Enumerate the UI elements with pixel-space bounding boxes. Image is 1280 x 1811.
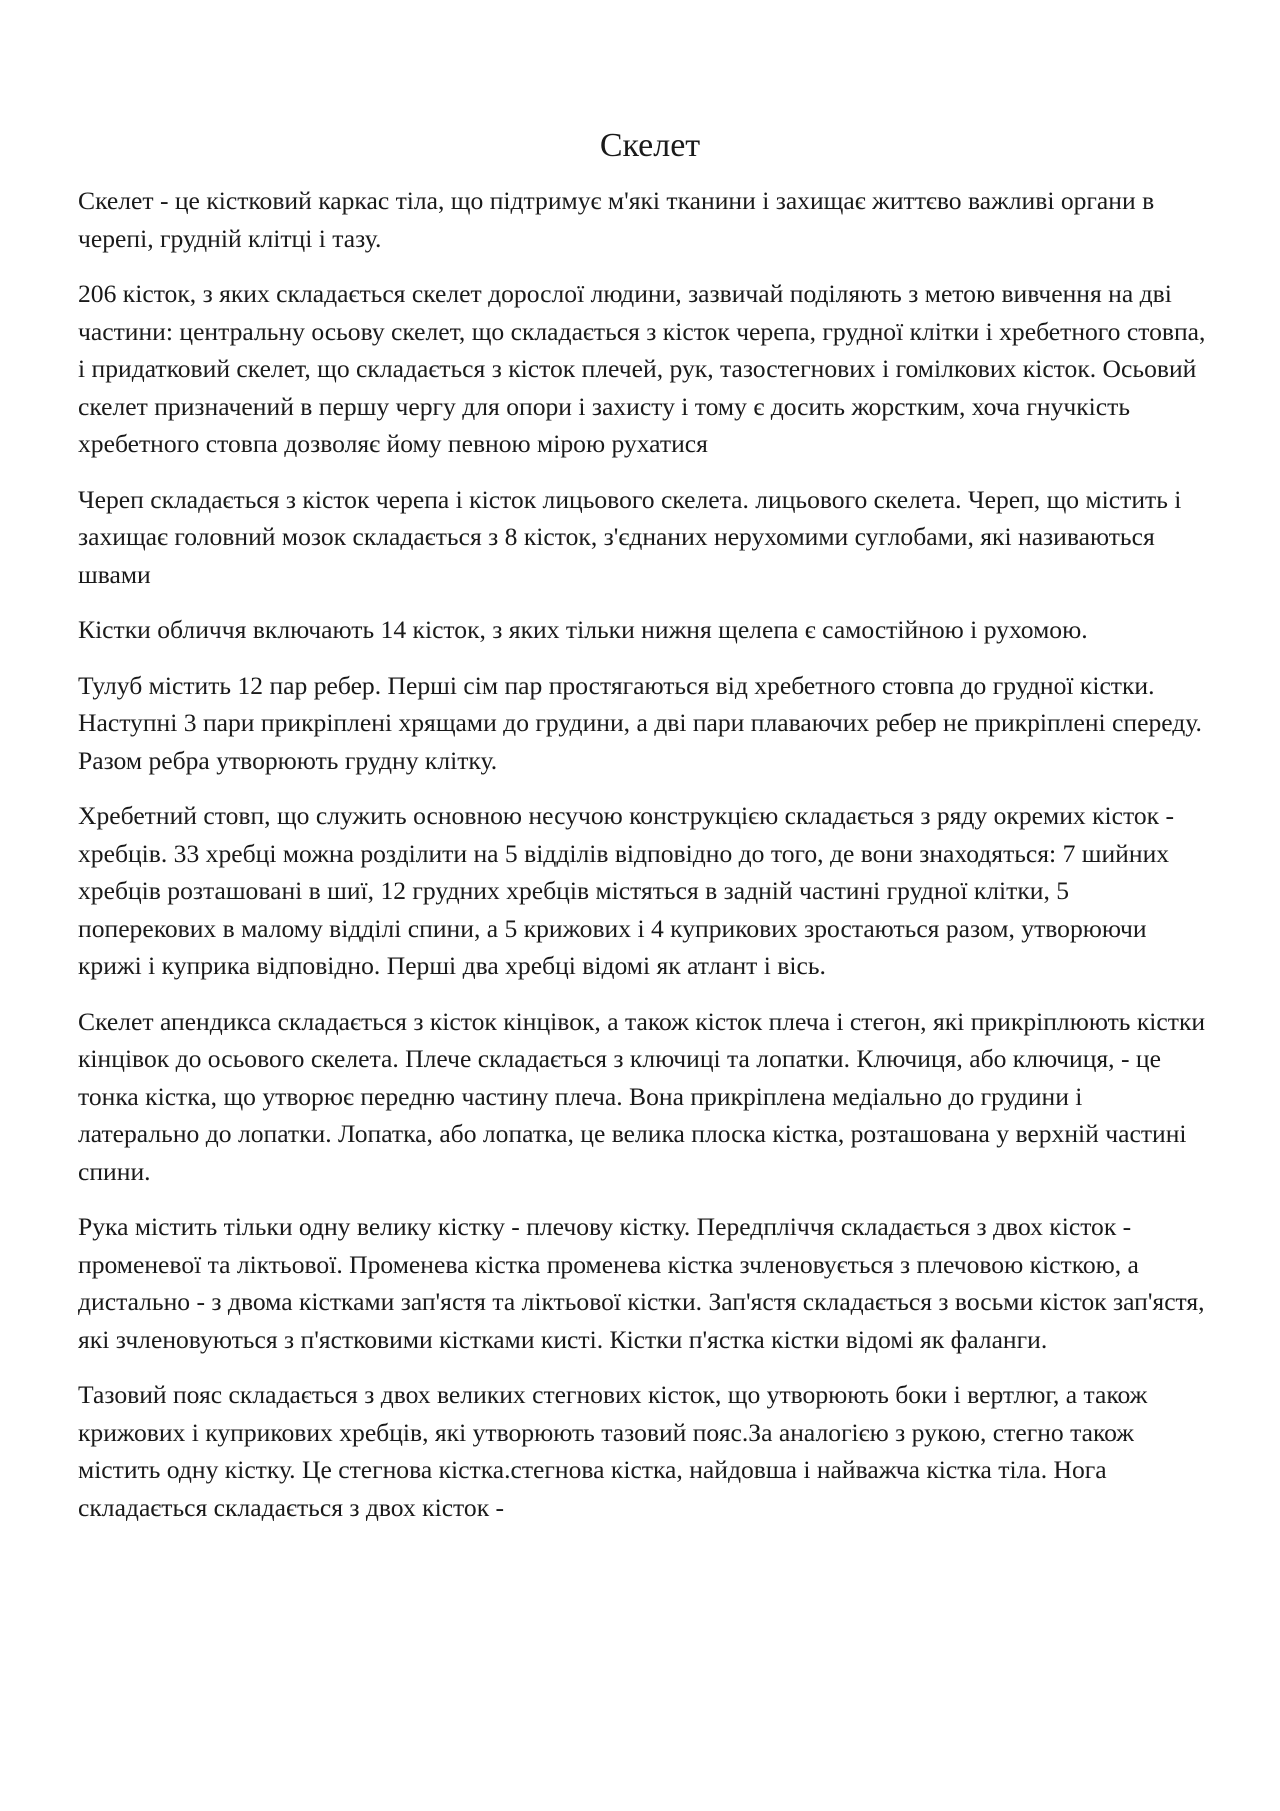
paragraph-spine: Хребетний стовп, що служить основною несучою конструкцією складається з ряду окремих кісток - хребців. 33 хребці можна розділити на 5 відділів відповідно до того, де вони знаходяться: 7 шийних хребців розташовані в шиї, 12 грудних хребців містяться в задній частині грудної клітки, 5 поперекових в малому відділі спини, а 5 крижових і 4 куприкових зростаються разом, утворюючи крижі і куприка відповідно. Перші два хребці відомі як атлант і вісь. xyxy=(78,801,1174,980)
document-page xyxy=(78,0,1208,1544)
document-title: Скелет xyxy=(599,127,701,164)
paragraph-skull: Череп складається з кісток черепа і кісток лицьового скелета. лицьового скелета. Череп, що містить і захищає головний мозок складається з 8 кісток, з'єднаних нерухомими суглобами, які називаються швами xyxy=(78,484,1182,589)
paragraph-pelvis: Тазовий пояс складається з двох великих стегнових кісток, що утворюють боки і вертлюг, а також крижових і куприкових хребців, які утворюють тазовий пояс.За аналогією з рукою, стегно також містить одну кістку. Це стегнова кістка.стегнова кістка, найдовша і найважча кістка тіла. Нога складається складається з двох кісток - xyxy=(78,1380,1148,1522)
paragraph-arm: Рука містить тільки одну велику кістку - плечову кістку. Передпліччя складається з двох кісток - променевої та ліктьової. Променева кістка променева кістка зчленовується з плечовою кісткою, а дистально - з двома кістками зап'ястя та ліктьової кістки. Зап'ястя складається з восьми кісток зап'ястя, які зчленовуються з п'ястковими кістками кисті. Кістки п'ястка кістки відомі як фаланги. xyxy=(78,1212,1205,1354)
paragraph-intro: Скелет - це кістковий каркас тіла, що підтримує м'які тканини і захищає життєво важливі органи в черепі, грудній клітці і тазу. xyxy=(78,186,1155,253)
paragraph-ribs: Тулуб містить 12 пар ребер. Перші сім пар простягаються від хребетного стовпа до грудної кістки. Наступні 3 пари прикріплені хрящами до грудини, а дві пари плаваючих ребер не прикріплені спереду. Разом ребра утворюють грудну клітку. xyxy=(78,670,1202,775)
paragraph-appendicular: Скелет апендикса складається з кісток кінцівок, а також кісток плеча і стегон, які прикріплюють кістки кінцівок до осьового скелета. Плече складається з ключиці та лопатки. Ключиця, або ключиця, - це тонка кістка, що утворює передню частину плеча. Вона прикріплена медіально до грудини і латерально до лопатки. Лопатка, або лопатка, це велика плоска кістка, розташована у верхній частині спини. xyxy=(78,1006,1206,1186)
document-body xyxy=(78,182,1208,1526)
paragraph-face-bones: Кістки обличчя включають 14 кісток, з яких тільки нижня щелепа є самостійною і рухомою. xyxy=(78,615,1088,644)
paragraph-bone-count: 206 кісток, з яких складається скелет дорослої людини, зазвичай поділяють з метою вивчення на дві частини: центральну осьову скелет, що складається з кісток черепа, грудної клітки і хребетного стовпа, і придатковий скелет, що складається з кісток плечей, рук, тазостегнових і гомілкових кісток. Осьовий скелет призначений в першу чергу для опори і захисту і тому є досить жорстким, хоча гнучкість хребетного стовпа дозволяє йому певною мірою рухатися xyxy=(78,279,1206,458)
